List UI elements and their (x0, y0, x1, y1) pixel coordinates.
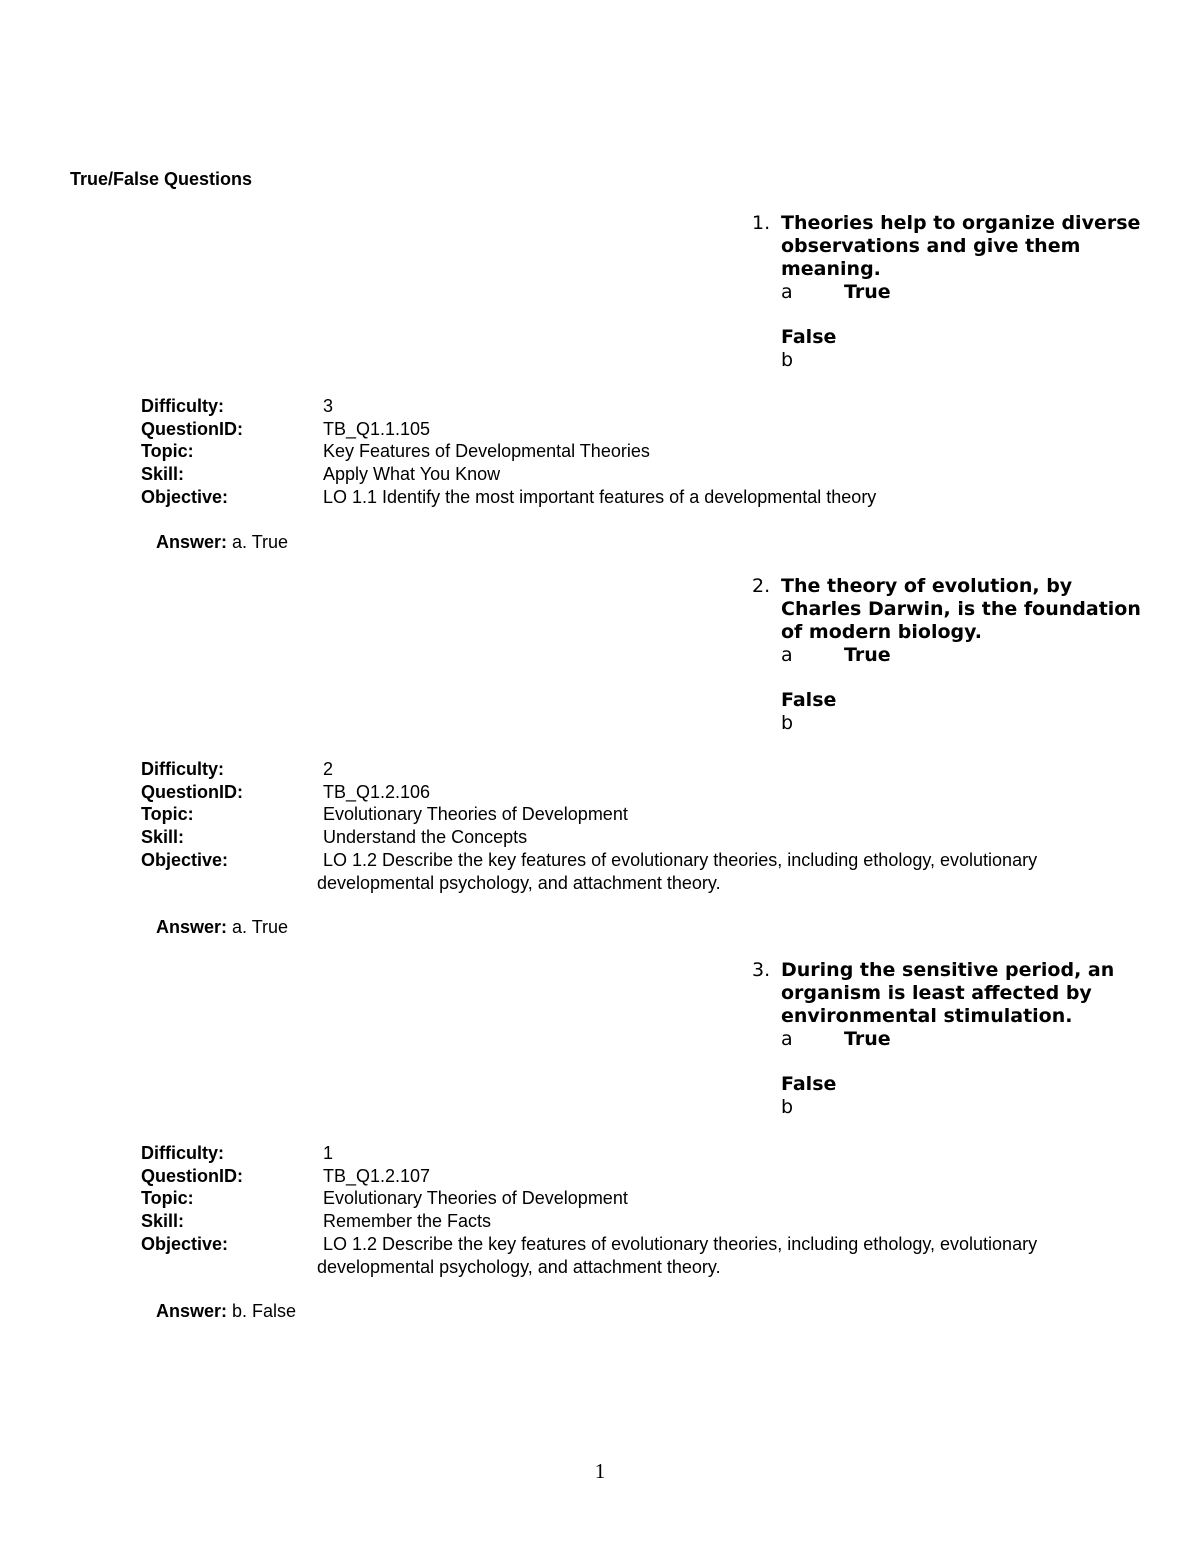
answer-3 (156, 1299, 296, 1323)
question-id-value: TB_Q1.2.106 (323, 781, 431, 802)
section-title: True/False Questions (70, 169, 253, 189)
answer-label: Answer: (156, 1301, 228, 1321)
question-3 (752, 959, 1152, 1119)
question-id-row (141, 1165, 1141, 1188)
skill-value: Understand the Concepts (323, 827, 528, 848)
question-stem (752, 575, 1152, 644)
difficulty-value: 3 (323, 396, 334, 416)
difficulty-value: 2 (323, 759, 334, 779)
question-id-label: QuestionID: (141, 781, 243, 802)
choice-a-letter: a (781, 644, 793, 666)
question-id-label: QuestionID: (141, 1165, 243, 1186)
question-number: 1. (752, 212, 771, 234)
difficulty-value: 1 (323, 1143, 334, 1163)
question-id-value: TB_Q1.1.105 (323, 418, 431, 439)
topic-row (141, 1187, 1141, 1210)
question-id-row (141, 781, 1141, 804)
difficulty-label: Difficulty: (141, 1143, 224, 1163)
choice-a-text: True (844, 1028, 891, 1050)
question-2-metadata (141, 758, 1141, 894)
topic-value: Evolutionary Theories of Development (323, 1188, 628, 1209)
skill-row (141, 463, 1141, 486)
answer-value: b. False (232, 1301, 297, 1321)
objective-row (141, 849, 1141, 894)
objective-label: Objective: (141, 486, 229, 507)
choice-b-letter: b (781, 349, 794, 371)
question-text: The theory of evolution, by Charles Darwin, is the foundation of modern biology. (781, 575, 1141, 643)
choice-b-text: False (781, 326, 837, 348)
topic-row (141, 440, 1141, 463)
skill-label: Skill: (141, 1211, 185, 1232)
topic-label: Topic: (141, 804, 194, 825)
topic-row (141, 803, 1141, 826)
choice-b-text: False (781, 689, 837, 711)
objective-row (141, 486, 1141, 509)
question-number: 3. (752, 959, 771, 981)
answer-label: Answer: (156, 532, 228, 552)
question-2 (752, 575, 1152, 735)
objective-value: LO 1.2 Describe the key features of evolutionary theories, including ethology, evolutionary developmental psychology, and attachment theory. (317, 849, 1038, 893)
objective-label: Objective: (141, 1233, 229, 1254)
choice-a-text: True (844, 281, 891, 303)
skill-row (141, 826, 1141, 849)
difficulty-row (141, 1142, 1141, 1165)
choice-a (781, 1028, 1152, 1051)
difficulty-label: Difficulty: (141, 396, 224, 416)
question-text: Theories help to organize diverse observations and give them meaning. (781, 212, 1141, 280)
topic-value: Key Features of Developmental Theories (323, 441, 650, 462)
answer-value: a. True (232, 917, 289, 937)
skill-value: Apply What You Know (323, 464, 501, 485)
answer-1 (156, 530, 288, 554)
question-stem (752, 959, 1152, 1028)
topic-value: Evolutionary Theories of Development (323, 804, 628, 825)
choice-a-letter: a (781, 281, 793, 303)
objective-value: LO 1.1 Identify the most important features of a developmental theory (323, 486, 877, 507)
difficulty-row (141, 395, 1141, 418)
choice-b-letter: b (781, 1096, 794, 1118)
choice-a (781, 644, 1152, 667)
answer-label: Answer: (156, 917, 228, 937)
choice-b-letter: b (781, 712, 794, 734)
choice-a-letter: a (781, 1028, 793, 1050)
topic-label: Topic: (141, 1188, 194, 1209)
objective-value: LO 1.2 Describe the key features of evolutionary theories, including ethology, evolutionary developmental psychology, and attachment theory. (317, 1233, 1038, 1277)
difficulty-row (141, 758, 1141, 781)
answer-value: a. True (232, 532, 289, 552)
choice-a (781, 281, 1152, 304)
question-stem (752, 212, 1152, 281)
skill-label: Skill: (141, 827, 185, 848)
question-text: During the sensitive period, an organism is least affected by environmental stimulation. (781, 959, 1115, 1027)
question-id-label: QuestionID: (141, 418, 243, 439)
topic-label: Topic: (141, 441, 194, 462)
objective-label: Objective: (141, 849, 229, 870)
choice-b-text: False (781, 1073, 837, 1095)
question-id-row (141, 418, 1141, 441)
question-id-value: TB_Q1.2.107 (323, 1165, 431, 1186)
skill-row (141, 1210, 1141, 1233)
question-1 (752, 212, 1152, 372)
objective-row (141, 1233, 1141, 1278)
page-number: 1 (594, 1459, 606, 1483)
answer-2 (156, 915, 288, 939)
question-number: 2. (752, 575, 771, 597)
skill-label: Skill: (141, 464, 185, 485)
difficulty-label: Difficulty: (141, 759, 224, 779)
skill-value: Remember the Facts (323, 1211, 492, 1232)
choice-a-text: True (844, 644, 891, 666)
question-1-metadata (141, 395, 1141, 509)
question-3-metadata (141, 1142, 1141, 1278)
